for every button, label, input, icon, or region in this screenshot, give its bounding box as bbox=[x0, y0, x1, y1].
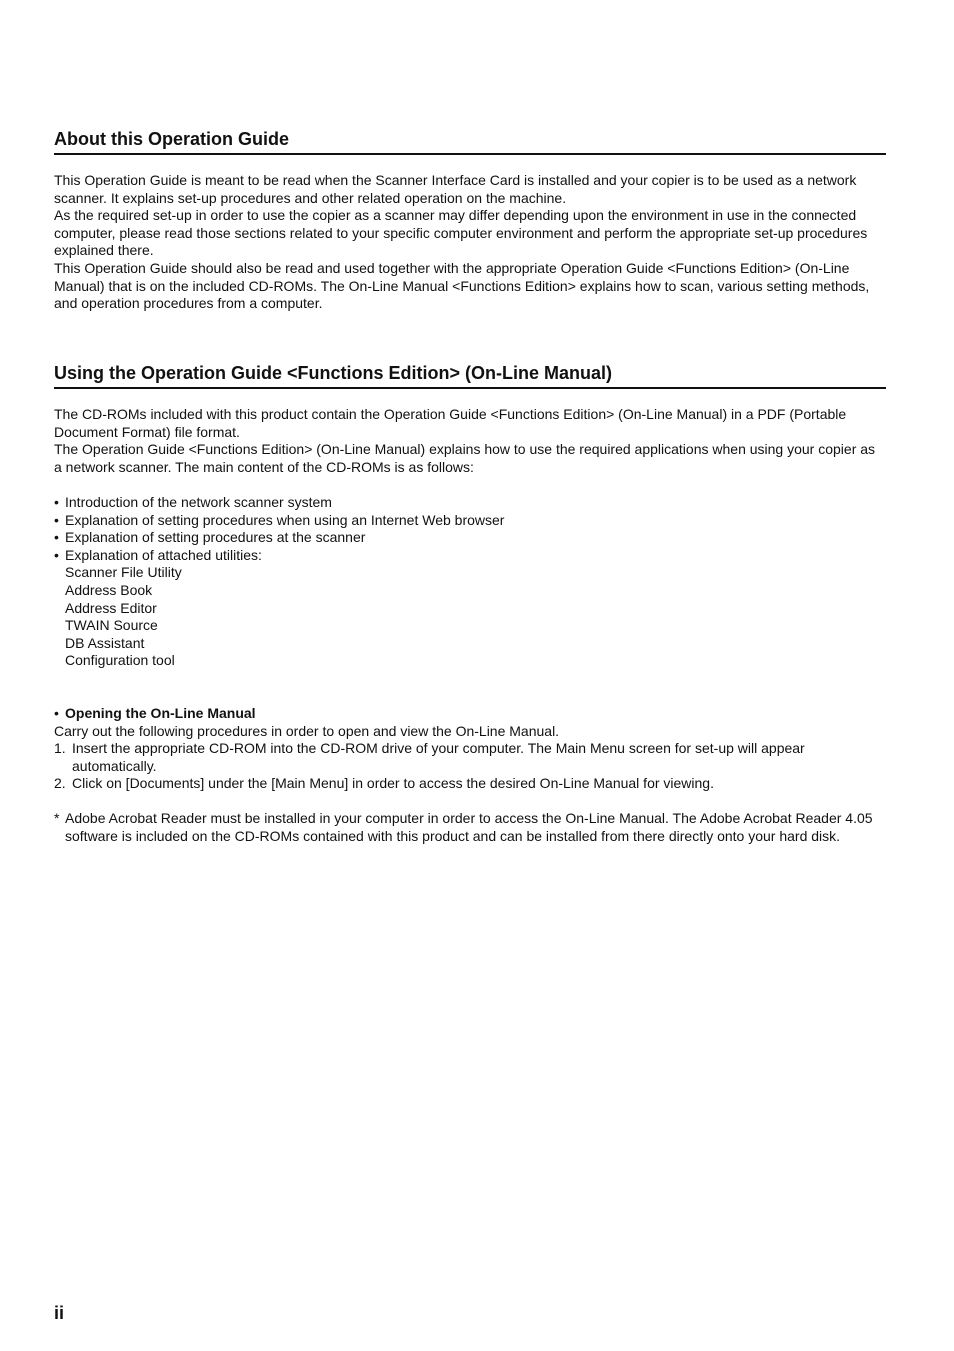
list-item: • Introduction of the network scanner system bbox=[54, 493, 332, 510]
opening-manual-heading: • Opening the On-Line Manual bbox=[54, 704, 256, 721]
opening-steps bbox=[54, 740, 886, 793]
section-heading-about: About this Operation Guide bbox=[54, 128, 886, 155]
about-paragraph-1: This Operation Guide is meant to be read when the Scanner Interface Card is installed and your copier is to be used as a network scanner. It explains set-up procedures and other related operation on the machine. bbox=[54, 172, 857, 206]
asterisk-icon: * bbox=[54, 810, 60, 827]
utility-item: DB Assistant bbox=[65, 634, 145, 651]
section-using bbox=[54, 362, 886, 846]
utility-item: Address Book bbox=[65, 581, 153, 598]
list-item: • Explanation of attached utilities: bbox=[54, 546, 262, 563]
step-item: 2. Click on [Documents] under the [Main Menu] in order to access the desired On-Line Manual for viewing. bbox=[54, 775, 714, 792]
bullet-icon: • bbox=[54, 546, 59, 563]
list-item: • Explanation of setting procedures when using an Internet Web browser bbox=[54, 511, 505, 528]
section-about bbox=[54, 128, 886, 313]
utility-item: TWAIN Source bbox=[65, 617, 158, 634]
section-heading-using: Using the Operation Guide <Functions Edition> (On-Line Manual) bbox=[54, 362, 886, 389]
bullet-icon: • bbox=[54, 511, 59, 528]
using-paragraph-1: The CD-ROMs included with this product contain the Operation Guide <Functions Edition> (On-Line Manual) in a PDF (Portable Document Format) file format. bbox=[54, 406, 847, 440]
page-number: ii bbox=[54, 1303, 65, 1323]
using-paragraph-2: The Operation Guide <Functions Edition> (On-Line Manual) explains how to use the required applications when using your copier as a network scanner. The main content of the CD-ROMs is as follows: bbox=[54, 441, 876, 475]
list-item: • Explanation of setting procedures at the scanner bbox=[54, 529, 366, 546]
utility-item: Address Editor bbox=[65, 599, 157, 616]
opening-intro: Carry out the following procedures in order to open and view the On-Line Manual. bbox=[54, 722, 560, 739]
step-number: 2. bbox=[54, 775, 66, 792]
step-item: 1. Insert the appropriate CD-ROM into the CD-ROM drive of your computer. The Main Menu screen for set-up will appear automatically. bbox=[54, 740, 805, 774]
utility-item: Scanner File Utility bbox=[65, 564, 182, 581]
acrobat-note: * Adobe Acrobat Reader must be installed in your computer in order to access the On-Line Manual. The Adobe Acrobat Reader 4.05 software is included on the CD-ROMs contained with this product and can be installed from there directly onto your hard disk. bbox=[54, 810, 873, 845]
bullet-icon: • bbox=[54, 529, 59, 546]
utilities-list bbox=[54, 564, 886, 670]
contents-list bbox=[54, 494, 886, 564]
utility-item: Configuration tool bbox=[65, 652, 175, 669]
step-number: 1. bbox=[54, 740, 66, 757]
about-paragraph-3: This Operation Guide should also be read and used together with the appropriate Operation Guide <Functions Edition> (On-Line Manual) that is on the included CD-ROMs. The On-Line Manual <Functions Edition> explains how to scan, various setting methods, and operation procedures from a computer. bbox=[54, 259, 870, 312]
bullet-icon: • bbox=[54, 704, 59, 721]
bullet-icon: • bbox=[54, 493, 59, 510]
about-paragraph-2: As the required set-up in order to use the copier as a scanner may differ depending upon the environment in use in the connected computer, please read those sections related to your specific computer environment and perform the appropriate set-up procedures explained there. bbox=[54, 207, 868, 259]
